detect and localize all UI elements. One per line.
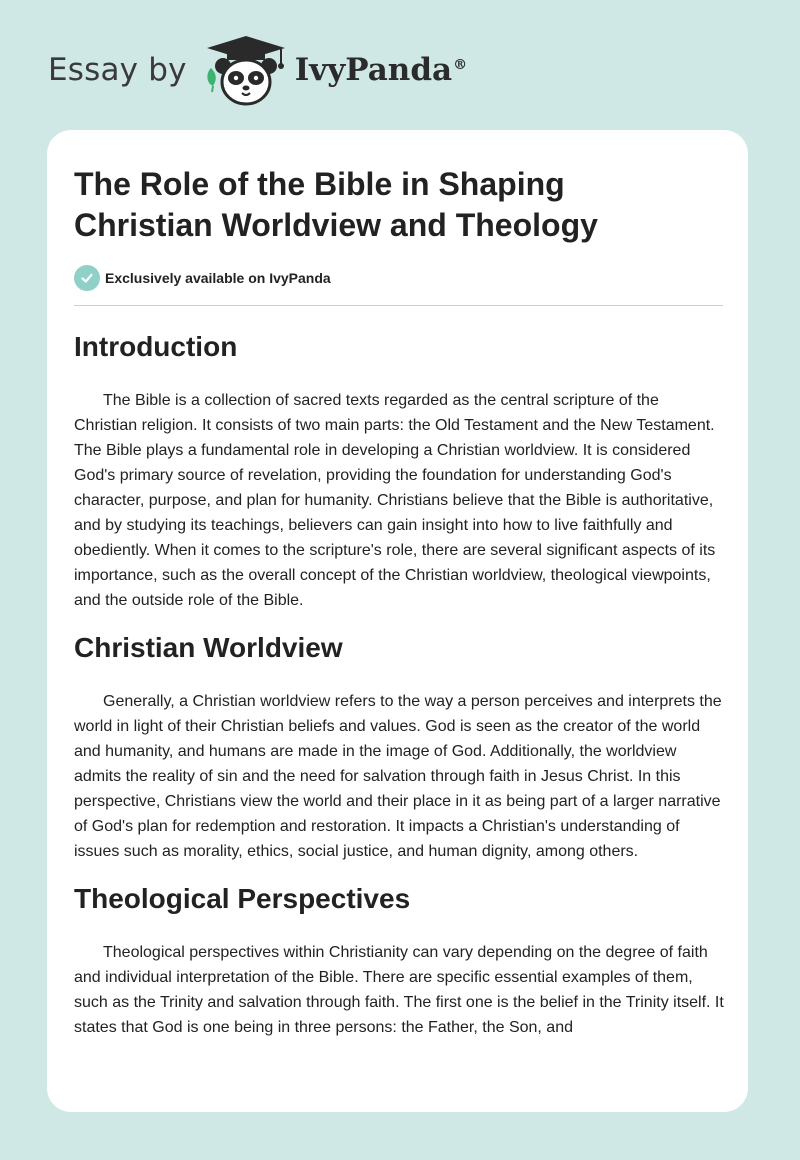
section-heading: Christian Worldview [74, 632, 343, 663]
section-paragraph: Theological perspectives within Christianity can vary depending on the degree of faith and individual interpretation of the Bible. There are specific essential examples of them, such as the Trinity and salvation through faith. The first one is the belief in the Trinity itself. It states that God is one being in three persons: the Father, the Son, and [74, 944, 724, 1036]
check-circle-icon [74, 265, 100, 291]
section-paragraph: Generally, a Christian worldview refers to the way a person perceives and interprets the world in light of their Christian beliefs and values. God is seen as the creator of the world and humanity, and humans are made in the image of God. Additionally, the worldview admits the reality of sin and the need for salvation through faith in Jesus Christ. In this perspective, Christians view the world and their place in it as being part of a larger narrative of God's plan for redemption and restoration. It impacts a Christian's understanding of issues such as morality, ethics, social justice, and human dignity, among others. [74, 693, 722, 860]
exclusive-badge [74, 265, 721, 291]
panda-graduate-logo-icon[interactable] [201, 30, 291, 110]
essay-card [47, 130, 748, 1112]
section-introduction [74, 330, 721, 613]
site-header [48, 30, 467, 110]
section-paragraph: The Bible is a collection of sacred texts regarded as the central scripture of the Christian religion. It consists of two main parts: the Old Testament and the New Testament. The Bible plays a fundamental role in developing a Christian worldview. It is considered God's primary source of revelation, providing the foundation for understanding God's character, purpose, and plan for humanity. Christians believe that the Bible is authoritative, and by studying its teachings, believers can gain insight into how to live faithfully and obediently. When it comes to the scripture's role, there are several significant aspects of its importance, such as the overall concept of the Christian worldview, theological viewpoints, and the outside role of the Bible. [74, 392, 716, 609]
essay-by-label: Essay by [48, 52, 187, 88]
section-theological-perspectives [74, 882, 724, 1040]
exclusive-label: Exclusively available on IvyPanda [105, 270, 331, 286]
brand-name[interactable]: IvyPanda® [294, 52, 468, 88]
section-heading: Theological Perspectives [74, 883, 411, 914]
section-heading: Introduction [74, 331, 238, 362]
essay-title: The Role of the Bible in Shaping Christian Worldview and Theology [74, 166, 598, 243]
title-divider [74, 305, 723, 306]
section-christian-worldview [74, 631, 721, 864]
registered-mark: ® [453, 56, 468, 73]
